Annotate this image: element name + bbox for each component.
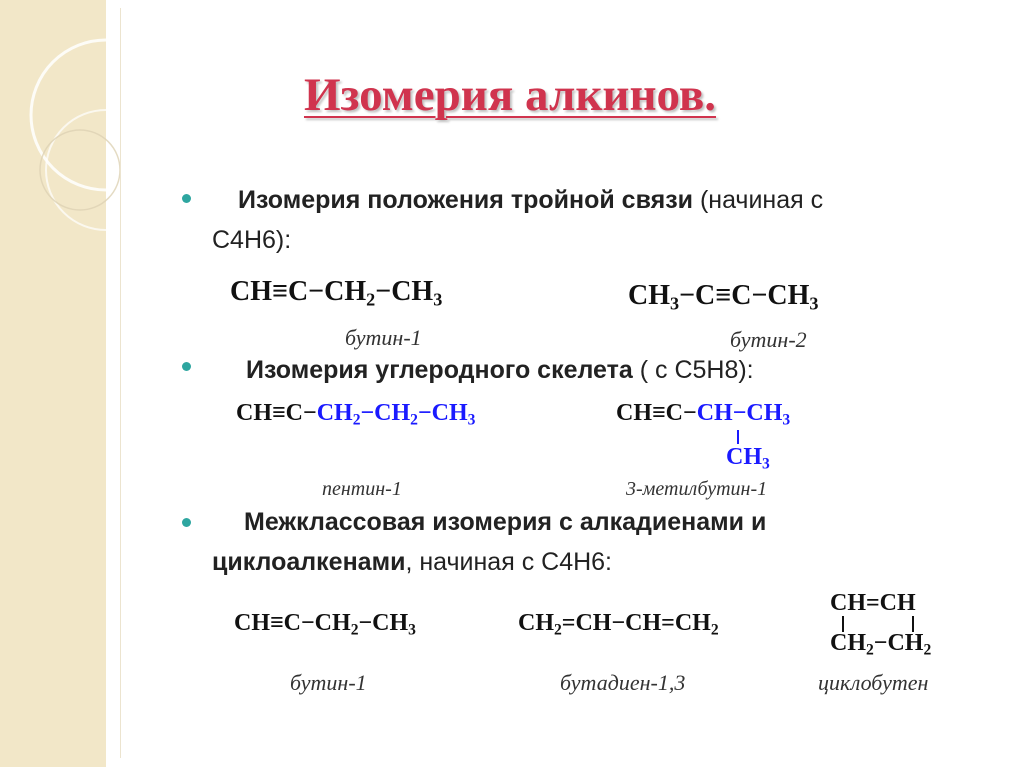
formula-pentyne-1	[236, 400, 475, 430]
formula-part: −C≡C−CH	[679, 280, 810, 311]
formula-part: CH	[316, 400, 353, 426]
caption-pentyne-1: пентин-1	[322, 478, 402, 500]
formula-sub: 3	[782, 411, 791, 429]
formula-blue-part	[316, 400, 476, 429]
bullet-2-normal: ( с С5Н8):	[632, 356, 754, 384]
formula-methylbutyne	[616, 400, 790, 430]
bullet-1-text	[238, 182, 823, 218]
bullet-3-line2	[212, 544, 612, 580]
formula-sub: 3	[467, 411, 476, 429]
bullet-3-bold2: циклоалкенами	[212, 548, 406, 576]
formula-cyclobutene-top	[830, 590, 916, 617]
formula-methyl-branch	[726, 444, 770, 474]
formula-part: CH	[518, 610, 554, 636]
caption-butyne-1: бутин-1	[345, 325, 422, 350]
formula-part: −CH	[417, 400, 468, 426]
formula-butyne-1	[230, 276, 442, 310]
formula-blue-part	[726, 444, 770, 473]
bullet-2-bold: Изомерия углеродного скелета	[246, 356, 633, 384]
caption-butyne-2: бутин-2	[730, 327, 807, 352]
caption-methylbutyne: 3-метилбутин-1	[626, 478, 768, 500]
formula-part: −CH	[360, 400, 411, 426]
formula-part: −CH	[873, 630, 924, 656]
formula-sub: 2	[352, 411, 361, 429]
formula-butyne-2	[628, 280, 819, 314]
page-title: Изомерия алкинов.	[303, 69, 717, 121]
formula-sub: 2	[866, 641, 874, 659]
formula-part: CH	[628, 280, 670, 311]
caption-butadiene: бутадиен-1,3	[560, 670, 686, 695]
formula-cyclobutene-bottom	[830, 630, 931, 660]
caption-cyclobutene: циклобутен	[818, 670, 929, 695]
formula-blue-part	[696, 400, 791, 429]
formula-sub: 2	[710, 621, 719, 639]
formula-part: =CH−CH=CH	[561, 610, 711, 636]
bullet-dot-icon	[182, 194, 191, 203]
formula-sub: 2	[366, 289, 376, 310]
formula-sub: 3	[809, 293, 819, 314]
formula-part: CH	[726, 444, 762, 470]
formula-part: −CH	[358, 610, 409, 636]
bullet-1-normal: (начиная с	[693, 186, 824, 214]
formula-sub: 2	[350, 621, 359, 639]
formula-sub: 3	[433, 289, 443, 310]
caption-butyne-1b: бутин-1	[290, 670, 367, 695]
formula-part: CH≡C−	[616, 400, 697, 426]
formula-part: CH	[830, 630, 866, 656]
bullet-dot-icon	[182, 362, 191, 371]
bullet-3-text	[244, 504, 766, 540]
formula-sub: 3	[762, 455, 770, 473]
bullet-2-text	[246, 352, 754, 388]
bullet-dot-icon	[182, 518, 191, 527]
formula-part: CH≡C−	[236, 400, 317, 426]
formula-butyne-1b	[234, 610, 416, 640]
bullet-1-line2: С4Н6):	[212, 226, 292, 254]
formula-part: CH=CH	[830, 590, 916, 616]
formula-part: CH≡C−CH	[234, 610, 351, 636]
bond-line	[737, 430, 739, 444]
formula-butadiene	[518, 610, 719, 640]
bullet-3-bold: Межклассовая изомерия с алкадиенами и	[244, 508, 767, 536]
formula-part: CH≡C−CH	[230, 276, 367, 307]
formula-part: CH−CH	[696, 400, 783, 426]
bullet-3-normal: , начиная с С4Н6:	[405, 548, 612, 576]
formula-sub: 2	[923, 641, 932, 659]
formula-sub: 3	[408, 621, 416, 639]
formula-sub: 2	[554, 621, 562, 639]
formula-sub: 3	[670, 293, 680, 314]
bullet-1-bold: Изомерия положения тройной связи	[238, 186, 693, 214]
formula-part: −CH	[375, 276, 434, 307]
formula-sub: 2	[410, 411, 418, 429]
